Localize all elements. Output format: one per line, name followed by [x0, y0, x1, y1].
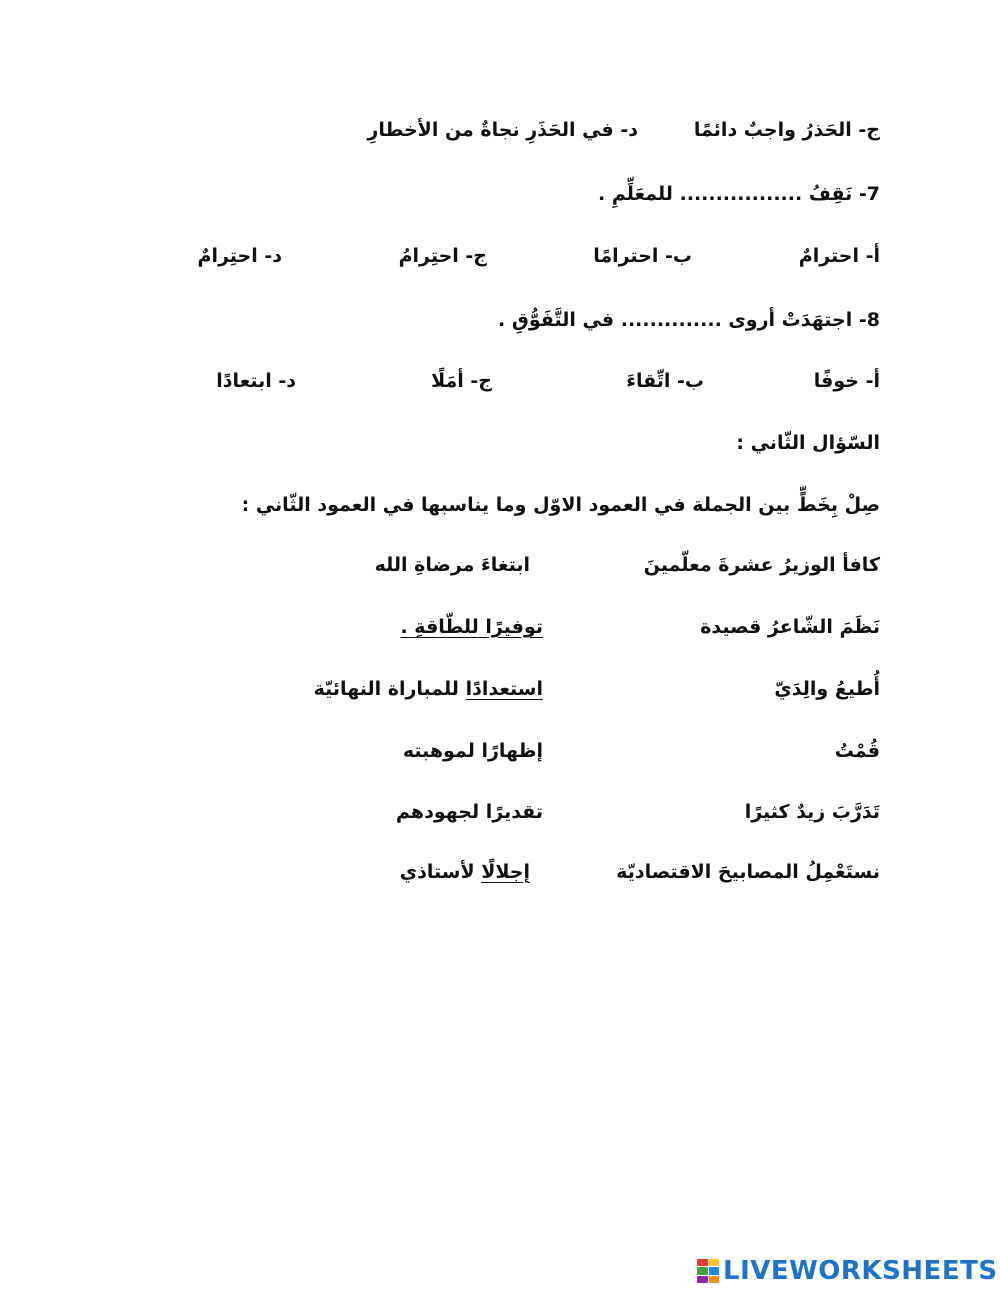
match-right-5: تقديرًا لجهودهم — [396, 801, 543, 823]
match-right-6-underlined: إجلالًا — [481, 861, 530, 883]
match-right-3-rest: للمباراة النهائيّة — [313, 678, 466, 700]
q6-option-d: د- في الحَذَرِ نجاةٌ من الأخطارِ — [367, 119, 638, 141]
logo-cube-cell — [709, 1276, 720, 1283]
liveworksheets-logo — [697, 1256, 998, 1286]
section-2-title: السّؤال الثّاني : — [736, 432, 880, 454]
section-2-instruction: صِلْ بِخَطٍّ بين الجملة في العمود الاوّل وما يناسبها في العمود الثّاني : — [241, 494, 880, 516]
match-right-6-rest: لأستاذي — [399, 861, 482, 883]
q8-option-b: ب- اتِّقاءَ — [626, 370, 704, 392]
match-left-5: تَدَرَّبَ زيدٌ كثيرًا — [744, 801, 880, 823]
q7-option-b: ب- احترامًا — [593, 245, 692, 267]
q7-option-d: د- احتِرامٌ — [197, 245, 282, 267]
match-left-1: كافأ الوزيرُ عشرةَ معلّمينَ — [643, 554, 880, 576]
q6-option-c: ج- الحَذرُ واجبٌ دائمًا — [693, 119, 880, 141]
q8-option-d: د- ابتعادًا — [216, 370, 296, 392]
logo-cube-cell — [709, 1267, 720, 1274]
logo-cube-cell — [697, 1267, 708, 1274]
match-left-3: أُطيعُ والِدَيّ — [774, 678, 880, 700]
match-left-4: قُمْتُ — [834, 740, 880, 762]
logo-cube-icon — [697, 1259, 719, 1283]
match-right-3 — [314, 673, 543, 705]
logo-text: LIVEWORKSHEETS — [723, 1256, 998, 1286]
q8-question: 8- اجتهَدَتْ أروى .............. في التَّفَوُّقِ . — [498, 309, 880, 331]
match-left-2: نَظَمَ الشّاعرُ قصيدة — [700, 616, 880, 638]
q8-option-c: ج- أمَلًا — [431, 370, 492, 392]
match-right-6 — [400, 856, 530, 888]
match-right-3-underlined: استعدادًا — [465, 678, 543, 700]
match-right-1: ابتغاءَ مرضاةِ الله — [374, 554, 530, 576]
match-left-6: نستَعْمِلُ المصابيحَ الاقتصاديّة — [616, 861, 880, 883]
q7-option-a: أ- احترامٌ — [798, 245, 880, 267]
q7-option-c: ج- احتِرامُ — [398, 245, 487, 267]
q8-option-a: أ- خوفًا — [813, 370, 880, 392]
match-right-2: توفيرًا للطّاقةِ . — [400, 616, 543, 638]
logo-cube-cell — [697, 1276, 708, 1283]
match-right-4: إظهارًا لموهبته — [402, 740, 543, 762]
logo-cube-cell — [709, 1259, 720, 1266]
q7-question: 7- نَقِفُ ................. للمعَلِّمِ . — [598, 183, 880, 205]
logo-cube-cell — [697, 1259, 708, 1266]
